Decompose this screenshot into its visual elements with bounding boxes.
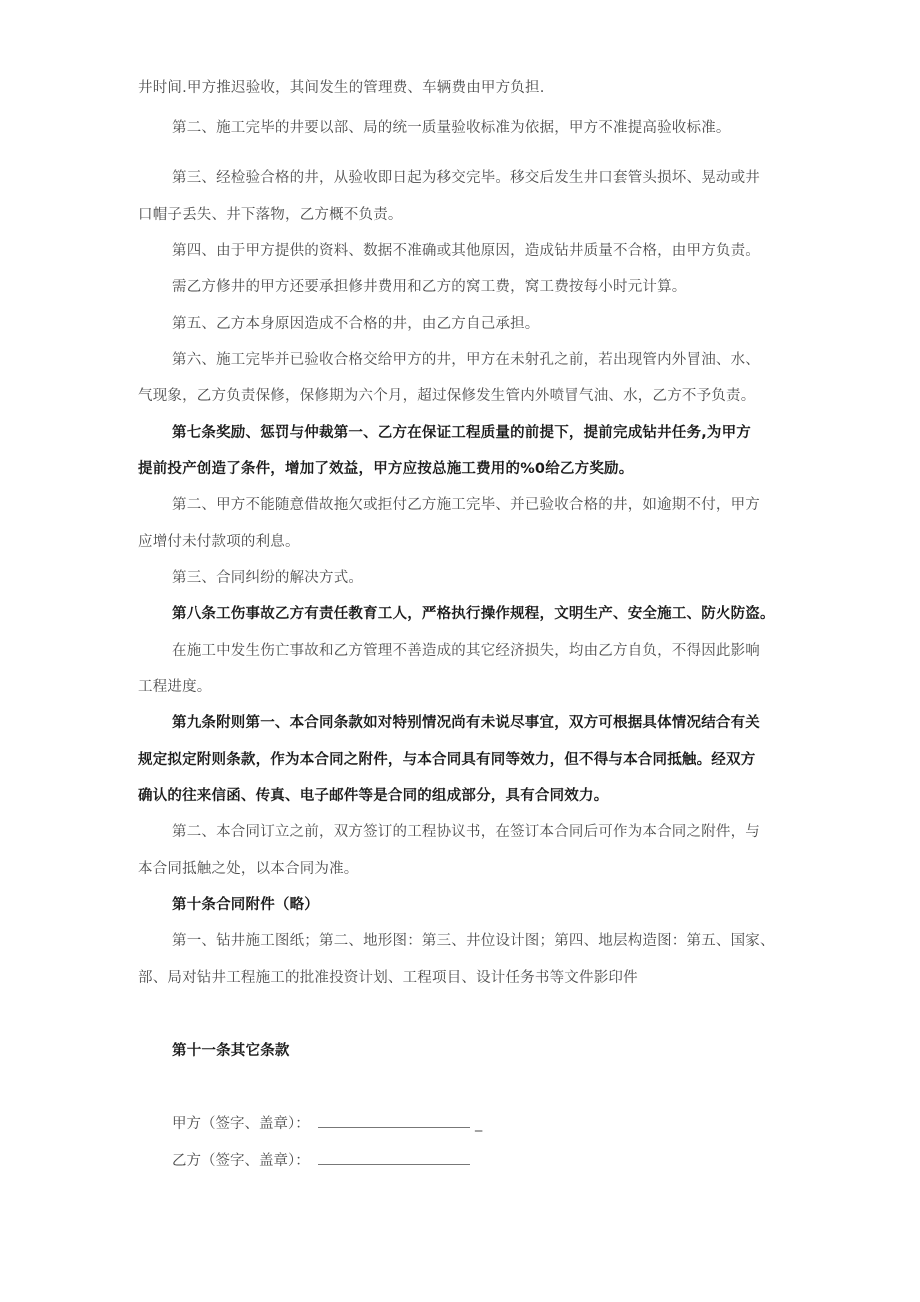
party-a-label: 甲方（签字、盖章）： xyxy=(172,1116,310,1132)
party-b-signature-row xyxy=(172,1150,470,1171)
text-line-20: 确认的往来信函、传真、电子邮件等是合同的组成部分，具有合同效力。 xyxy=(138,788,609,804)
party-b-label: 乙方（签字、盖章）： xyxy=(172,1153,310,1169)
text-line-25: 部、局对钻井工程施工的批准投资计划、工程项目、设计任务书等文件影印件 xyxy=(138,970,638,986)
text-line-2: 第二、施工完毕的井要以部、局的统一质量验收标准为依据，甲方不准提高验收标准。 xyxy=(172,120,731,136)
text-line-1: 井时间.甲方推迟验收，其间发生的管理费、车辆费由甲方负担. xyxy=(138,80,545,96)
text-line-7: 第五、乙方本身原因造成不合格的井，由乙方自己承担。 xyxy=(172,316,540,332)
text-line-24: 第一、钻井施工图纸；第二、地形图：第三、井位设计图；第四、地层构造图：第五、国家、 xyxy=(172,933,775,949)
text-line-12: 第二、甲方不能随意借故拖欠或拒付乙方施工完毕、并已验收合格的井，如逾期不付，甲方 xyxy=(172,497,760,513)
text-line-3: 第三、经检验合格的井，从验收即日起为移交完毕。移交后发生井口套管头损坏、晃动或井 xyxy=(172,170,760,186)
text-line-9: 气现象，乙方负责保修，保修期为六个月，超过保修发生管内外喷冒气油、水，乙方不予负责。 xyxy=(138,388,756,404)
article-9-heading: 第九条附则第一、本合同条款如对特别情况尚有未说尽事宜，双方可根据具体情况结合有关 xyxy=(172,715,760,731)
text-line-5: 第四、由于甲方提供的资料、数据不准确或其他原因，造成钻井质量不合格，由甲方负责。 xyxy=(172,243,760,259)
text-line-21: 第二、本合同订立之前，双方签订的工程协议书，在签订本合同后可作为本合同之附件，与 xyxy=(172,824,760,840)
party-b-signature-line[interactable] xyxy=(318,1150,470,1165)
article-10-heading: 第十条合同附件（略） xyxy=(172,897,319,913)
text-line-19: 规定拟定附则条款，作为本合同之附件，与本合同具有同等效力，但不得与本合同抵触。经双方 xyxy=(138,752,756,768)
article-8-heading: 第八条工伤事故乙方有责任教育工人，严格执行操作规程，文明生产、安全施工、防火防盗。 xyxy=(172,606,775,622)
party-a-trail: _ xyxy=(474,1116,483,1132)
text-line-14: 第三、合同纠纷的解决方式。 xyxy=(172,570,364,586)
text-line-11: 提前投产创造了条件，增加了效益，甲方应按总施工费用的%0给乙方奖励。 xyxy=(138,461,634,477)
text-line-4: 口帽子丢失、井下落物，乙方概不负责。 xyxy=(138,207,403,223)
text-line-17: 工程进度。 xyxy=(138,679,212,695)
text-line-13: 应增付未付款项的利息。 xyxy=(138,534,300,550)
text-line-8: 第六、施工完毕并已验收合格交给甲方的井，甲方在未射孔之前，若出现管内外冒油、水、 xyxy=(172,352,760,368)
party-a-signature-line[interactable] xyxy=(318,1113,470,1128)
party-a-signature-row xyxy=(172,1113,482,1134)
article-7-heading: 第七条奖励、惩罚与仲裁第一、乙方在保证工程质量的前提下，提前完成钻井任务,为甲方 xyxy=(172,425,752,441)
text-line-16: 在施工中发生伤亡事故和乙方管理不善造成的其它经济损失，均由乙方自负，不得因此影响 xyxy=(172,643,760,659)
text-line-6: 需乙方修井的甲方还要承担修井费用和乙方的窝工费，窝工费按每小时元计算。 xyxy=(172,279,687,295)
article-11-heading: 第十一条其它条款 xyxy=(172,1043,290,1059)
text-line-22: 本合同抵触之处，以本合同为准。 xyxy=(138,861,359,877)
